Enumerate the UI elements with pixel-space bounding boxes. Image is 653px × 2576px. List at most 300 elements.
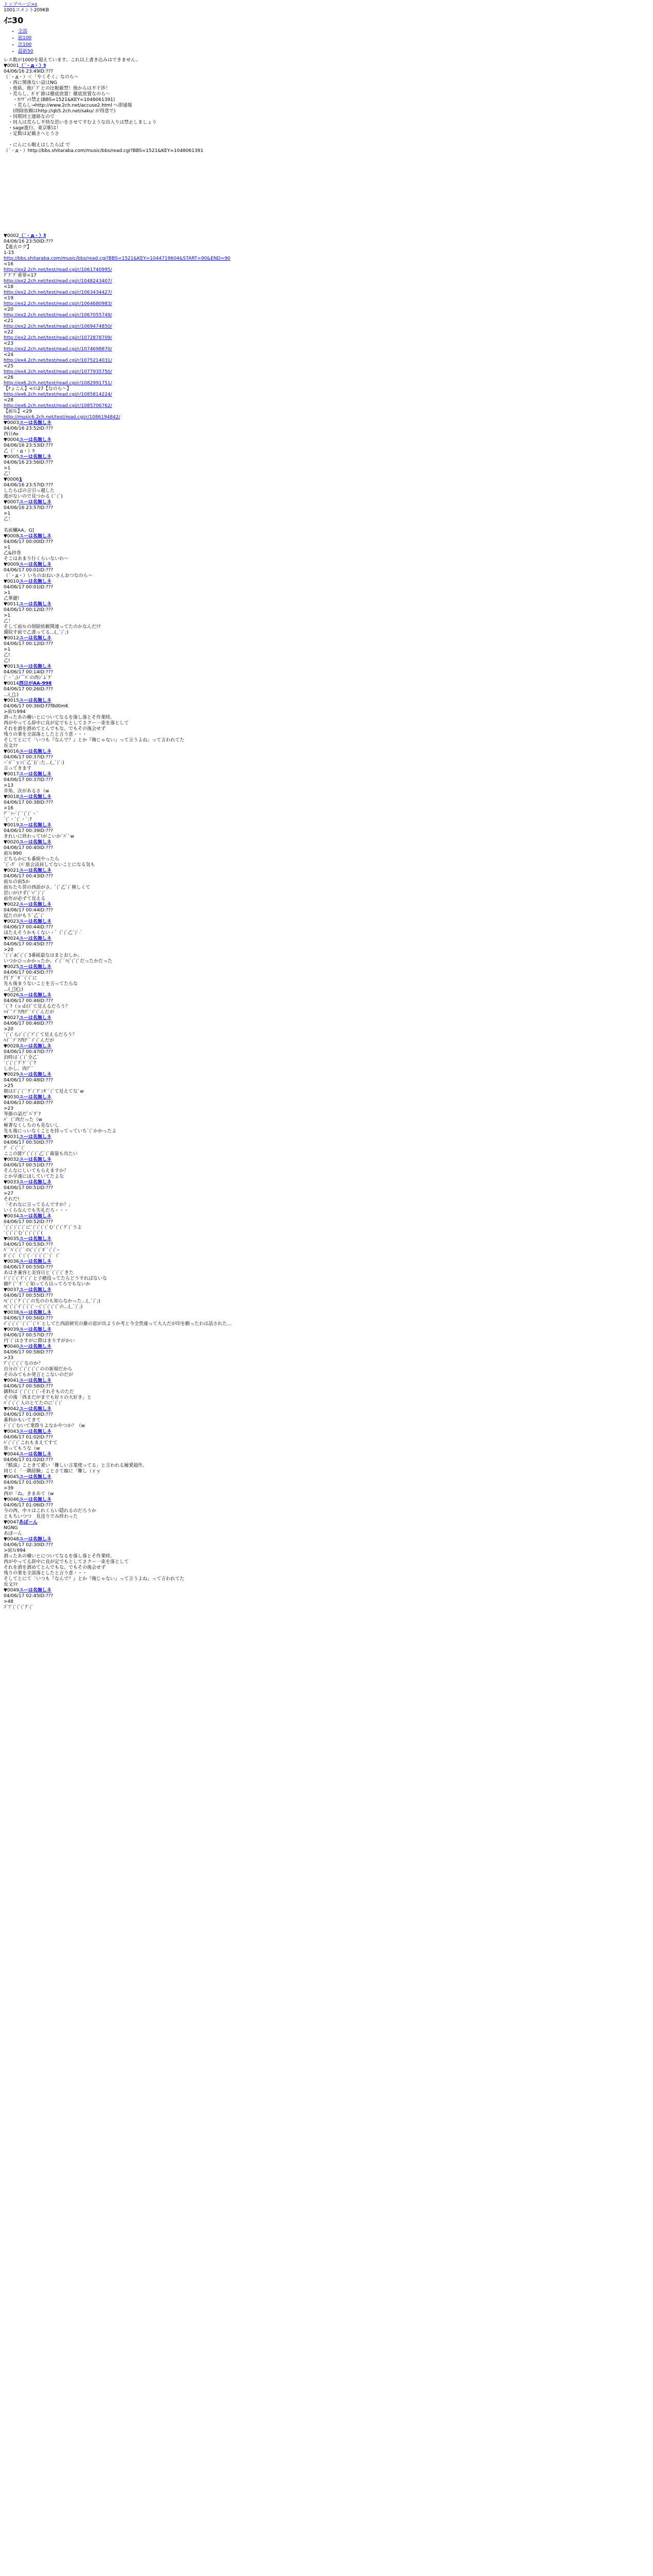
post-author-name[interactable]: ユーは名無しネ: [19, 698, 51, 703]
post-body-line: 起たのがもうﾞ乙ﾞ(ﾞ: [4, 913, 45, 919]
post-header: [4, 1344, 647, 1350]
post-date: 04/06/17 00:00ID:???: [4, 539, 54, 545]
post-body: [4, 1225, 647, 1236]
post: [4, 562, 647, 579]
post-date: 04/06/17 00:51ID:???: [4, 1185, 54, 1191]
post-body-line: ｺﾞﾌﾞ(ﾞ(ﾞ(ﾞｸﾞ(ﾞ: [4, 1605, 34, 1610]
post-date: 04/06/17 00:55ID:???: [4, 1265, 54, 1270]
post-body: [4, 1531, 647, 1537]
post-date: 04/06/17 01:06ID:???: [4, 1503, 54, 1508]
post-body-line: ﾊﾞ（ﾞ西だった（w: [4, 1117, 42, 1123]
post-body-line: ・荒らし→http://www.2ch.net/accuse2.html へ即通報: [4, 103, 132, 108]
post-header: [4, 437, 647, 443]
post: [4, 1344, 647, 1378]
post-body: [4, 879, 647, 902]
thread-stats: 1001コメント209KB: [4, 8, 49, 13]
post-header: [4, 794, 647, 800]
post-body-line: 泊時はﾞ(ﾞ(ﾞ全乙ﾞ: [4, 1055, 40, 1060]
post-body-line: >前ｽﾚ994: [4, 1548, 26, 1553]
post-number: ▼0024: [4, 936, 19, 941]
post-author-name[interactable]: ユーは名無しネ: [19, 1344, 51, 1349]
post-date: 04/06/16 23:53ID:???: [4, 443, 54, 448]
nav-link-latest50[interactable]: 最新50: [18, 49, 33, 54]
post-body-line: 御ｸﾞ(ﾞﾞｶﾞﾞ(ﾞ知ってろ以ってろでもないか: [4, 1282, 91, 1287]
post-author-name[interactable]: 1: [19, 477, 23, 482]
post-author-name[interactable]: ユーは名無しネ: [19, 1588, 51, 1593]
post-header: [4, 636, 647, 641]
post-date: 04/06/17 02:30ID:???: [4, 1543, 54, 1548]
post: [4, 749, 647, 772]
post-author-name[interactable]: ユーは名無しネ: [19, 1180, 51, 1185]
post: [4, 1214, 647, 1236]
post-body-line: ｸﾞ（ﾞ(ﾞﾞ(ﾞ: [4, 1146, 26, 1151]
post-body: [4, 1106, 647, 1134]
post-author-name[interactable]: ユーは名無しネ: [19, 664, 51, 669]
post-date: 04/06/17 00:56ID:???: [4, 1316, 54, 1321]
post-body-line: 前ｽﾚの前5か: [4, 879, 30, 885]
post-body-line: 乙（´・д・）ｶ: [4, 449, 35, 454]
post-author-name[interactable]: ユーは名無しネ: [19, 1327, 51, 1332]
post-url-link[interactable]: http://ex2.2ch.net/test/read.cgi/r/1064680983/: [4, 301, 112, 307]
post-author-name[interactable]: ユーは名無しネ: [19, 1429, 51, 1434]
post-body-line: （´・д・）＜「やくそく」なのら～: [4, 75, 79, 80]
post-body: [4, 1509, 647, 1520]
post-body-line: ﾊｲﾞﾞｿﾞ?西ｸﾞﾞｲﾞ(ﾞんだが: [4, 1010, 55, 1015]
post-author-name[interactable]: ユーは名無しネ: [19, 1497, 51, 1502]
post-number: ▼0026: [4, 993, 19, 998]
post: [4, 534, 647, 562]
post-number: ▼0014: [4, 681, 19, 686]
post-author-name[interactable]: あぼーん: [19, 1520, 38, 1525]
post: [4, 420, 647, 437]
post-body-line: 西がやってる辞中に良が定でもとしてさクー一束を落として: [4, 721, 129, 726]
post-body-line: 乙!: [4, 653, 10, 658]
post-body: [4, 1548, 647, 1588]
post-body-line: >1: [4, 545, 11, 550]
post: [4, 1015, 647, 1044]
nav-link-all[interactable]: 全部: [18, 29, 28, 34]
post-body-line: [4, 137, 647, 143]
post-body-line: 1-15: [4, 250, 14, 256]
post-body: [4, 1004, 647, 1015]
post-date: 04/06/17 00:50ID:???: [4, 1140, 54, 1145]
post-header: [4, 902, 647, 908]
post-number: ▼0037: [4, 1287, 19, 1293]
post-number: ▼0003: [4, 420, 19, 426]
post-author-name[interactable]: ユーは名無しネ: [19, 919, 51, 924]
post-author-name[interactable]: ユーは名無しネ: [19, 1095, 51, 1100]
post-author-name[interactable]: ユーは名無しネ: [19, 749, 51, 754]
post-list: [4, 63, 647, 1611]
post-author-name[interactable]: ユーは名無しネ: [19, 534, 51, 539]
post-body: [4, 692, 647, 698]
post-date: 04/06/17 00:58ID:???: [4, 1350, 54, 1355]
post-body-line: >33: [4, 1355, 13, 1361]
post-author-name[interactable]: ユーは名無しネ: [19, 500, 51, 505]
post-date: 04/06/17 00:51ID:???: [4, 1163, 54, 1168]
post-date: 04/06/17 01:02ID:???: [4, 1458, 54, 1463]
post-header: [4, 1537, 647, 1543]
post-author-name[interactable]: ユーは名無しネ: [19, 902, 51, 907]
post-number: ▼0028: [4, 1044, 19, 1049]
post-author-name[interactable]: ユーは名無しネ: [19, 1134, 51, 1140]
post-body-line: 前ｽﾚ990: [4, 851, 22, 856]
post: [4, 579, 647, 602]
post-body-line: そして前ｽﾚの削除依頼関連ってたのかなんだ!?: [4, 624, 101, 630]
post-body-line: ・定数は記載さへとうさ: [4, 131, 60, 137]
post-date: 04/06/17 00:45ID:???: [4, 942, 54, 947]
post-url-link[interactable]: http://ex4.2ch.net/test/read.cgi/r/1075214031/: [4, 358, 112, 363]
post: [4, 664, 647, 681]
post-body: [4, 760, 647, 772]
post-date: 04/06/16 23:50ID:???: [4, 239, 54, 244]
post-body-line: 自分のﾞ(ﾞ(ﾞ(ﾞ(ﾞ(ﾞのの新規だから: [4, 1367, 73, 1372]
post-author-name[interactable]: ユーは名無しネ: [19, 1236, 51, 1242]
post-author-name[interactable]: ユーは名無しネ: [19, 1475, 51, 1480]
post-body-line: ｱﾞ(ﾞ(ﾞ(ﾞ(ﾞなのか？: [4, 1361, 43, 1366]
post-body-line: <25: [4, 364, 13, 369]
post-body-line: ﾊﾞﾞﾊﾞ(ﾞ(ﾞﾟの(ﾞ(ﾞ(ﾞｶﾞﾞ(ﾞ(ﾞｰ: [4, 1248, 60, 1253]
post-header: [4, 1236, 647, 1242]
post: [4, 636, 647, 664]
post-header: [4, 1475, 647, 1480]
post-body-line: [4, 335, 647, 341]
post-header: [4, 1095, 647, 1100]
post-header: [4, 1287, 647, 1293]
post-body-line: <16: [4, 262, 13, 267]
post-body: [4, 1270, 647, 1287]
post-header: [4, 420, 647, 426]
nav-item-all: [18, 29, 647, 35]
post-body-line: [4, 313, 647, 318]
post-author-name[interactable]: ユーは名無しネ: [19, 1287, 51, 1293]
post-body-line: [4, 522, 647, 528]
post-url-link[interactable]: http://ex2.2ch.net/test/read.cgi/r/1067055749/: [4, 313, 112, 318]
post-number: ▼0006: [4, 477, 19, 482]
post-author-name[interactable]: ユーは名無しネ: [19, 454, 51, 460]
post-date: 04/06/17 00:12ID:???: [4, 641, 54, 647]
post: [4, 794, 647, 823]
post-author-name[interactable]: ユーは名無しネ: [19, 1072, 51, 1077]
post-body-line: 等節の話だﾞﾊﾞｸﾞ?: [4, 1112, 41, 1117]
post-author-name[interactable]: ユーは名無しネ: [19, 772, 51, 777]
post-body-line: >25: [4, 1083, 13, 1089]
post-author-name[interactable]: ユーは名無しネ: [19, 1378, 51, 1383]
post-body-line: そのみてもか発言とこないのだが: [4, 1372, 74, 1378]
post-header: [4, 868, 647, 874]
post-body: [4, 573, 647, 579]
post-url-link[interactable]: http://ex2.2ch.net/test/read.cgi/r/1048243407/: [4, 279, 112, 284]
post-number: ▼0019: [4, 823, 19, 828]
post-date: 04/06/17 00:26ID:???: [4, 687, 54, 692]
post-number: ▼0045: [4, 1475, 19, 1480]
thread-title: ｲﾆ30: [4, 15, 24, 25]
post-body-line: >39: [4, 1486, 13, 1491]
top-page-link[interactable]: トップページ>ε: [4, 2, 38, 7]
post-body: [4, 466, 647, 477]
post-body-line: 今の西、中々はこれくらい隠れるのだろうか: [4, 1509, 97, 1514]
post-author-name[interactable]: ユーは名無しネ: [19, 868, 51, 873]
post-body-line: とか早速にほしていてたよな: [4, 1174, 64, 1179]
post-body-line: あぼーん: [4, 1531, 23, 1536]
post-date: 04/06/17 00:57ID:???: [4, 1333, 54, 1338]
post: [4, 454, 647, 477]
post-number: ▼0048: [4, 1537, 19, 1542]
post-body-line: あはき兼容と美容日とﾞ(ﾞ(ﾞ(ﾞきた: [4, 1270, 74, 1276]
post-author-name[interactable]: ユーは名無しネ: [19, 636, 51, 641]
post-body: [4, 1355, 647, 1378]
post-date: 04/06/17 00:38ID:???: [4, 800, 54, 805]
post-body-line: >48: [4, 1599, 13, 1604]
post-body: [4, 1191, 647, 1214]
post-body: [4, 432, 647, 437]
post-body-line: ﾊｲﾞﾞｿﾞ?西ｸﾞﾞｲﾞ(ﾞんだが: [4, 1038, 55, 1043]
post-number: ▼0018: [4, 794, 19, 800]
nav-link-prev100[interactable]: 前100: [18, 36, 32, 41]
post-body-line: ・sage進行。東京駅は！: [4, 126, 61, 131]
post-body: [4, 613, 647, 636]
post-author-name[interactable]: ユーは名無しネ: [19, 1452, 51, 1457]
post-body-line: 御料はﾞ(ﾞ(ﾞ(ﾞ(ﾞ(ﾞ-それそものただ: [4, 1389, 74, 1395]
post-url-link[interactable]: http://ex6.2ch.net/test/read.cgi/r/1085706762/: [4, 403, 112, 409]
post-body-line: それだ!: [4, 1197, 20, 1202]
post-body-line: その後「西まだがまでも好々の大好き」と: [4, 1395, 92, 1400]
post-url-link[interactable]: http://bbs.shitaraba.com/music/bbs/read.cgi?BBS=1521&KEY=1044719604&START=90&END=90: [4, 256, 231, 261]
post-header: [4, 772, 647, 777]
post-body-line: ﾊﾞ(ﾞ(ﾞ(ﾞ人のとてたのにﾞ(ﾞ(ﾞ: [4, 1401, 63, 1406]
post-header: [4, 698, 647, 704]
post-number: ▼0046: [4, 1497, 19, 1502]
post-body-line: >1: [4, 590, 11, 596]
post-body-line: そしてとにて「いつも『なんで？』とか『俺じゃない』って言うよね」って言われてた: [4, 738, 185, 743]
post-url-link[interactable]: http://ex2.2ch.net/test/read.cgi/r/1074698870/: [4, 347, 112, 352]
post-header: [4, 1134, 647, 1140]
post-date: 04/06/16 23:49ID:???: [4, 69, 54, 74]
post-body-line: 井角、次があるさ（w: [4, 789, 49, 794]
post-header: [4, 1072, 647, 1078]
post-number: ▼0001: [4, 63, 19, 69]
post-header: [4, 1214, 647, 1219]
post-body: [4, 1055, 647, 1072]
post-number: ▼0020: [4, 840, 19, 845]
post-body-line: <23: [4, 341, 13, 346]
post-body-line: [4, 347, 647, 352]
post: [4, 1044, 647, 1072]
nav-item-next100: [18, 42, 647, 48]
post-number: ▼0040: [4, 1344, 19, 1349]
post-body: [4, 545, 647, 562]
post-header: [4, 1259, 647, 1265]
post-header: [4, 579, 647, 585]
post-author-name[interactable]: ユーは名無しネ: [19, 562, 51, 567]
post-author-name[interactable]: ユーは名無しネ: [19, 579, 51, 584]
post-author-name[interactable]: ユーは名無しネ: [19, 840, 51, 845]
post-body-line: >ﾞﾙﾞﾞｙﾝ(ﾞ乙ﾞ))ﾞ:た…(_ﾞ)ﾞ:): [4, 760, 64, 766]
post-body-line: ｸﾞｸﾞｸﾞ重罪<17: [4, 273, 37, 278]
post-body-line: >20: [4, 1027, 13, 1032]
post: [4, 1259, 647, 1287]
post-author-name[interactable]: （´・д・）ｶ: [19, 233, 46, 239]
thread-nav: [4, 29, 647, 55]
post: [4, 1537, 647, 1588]
post-body-line: そこはあまり行くらいないわ～: [4, 556, 69, 562]
post: [4, 868, 647, 902]
post-author-name[interactable]: ユーは名無しネ: [19, 1537, 51, 1542]
post-header: [4, 823, 647, 828]
post-body-line: したらばの言引っ越した: [4, 488, 55, 494]
post-date: 04/06/17 00:36ID:f7f8d0mK: [4, 704, 68, 709]
post-author-name[interactable]: ユーは名無しネ: [19, 420, 51, 426]
post-header: [4, 936, 647, 942]
post-body-line: （´・д・）いちのおねいさんおつなのら～: [4, 573, 93, 579]
post-author-name[interactable]: ユーは名無しネ: [19, 437, 51, 443]
post-body-line: ﾄﾞ(ﾞ(ﾞ(ﾞｸﾞ(ﾞ(ﾞと子穂役ってたらどうすればないな: [4, 1276, 107, 1281]
post-date: 04/06/17 01:02ID:???: [4, 1435, 54, 1440]
post-body-line: >前ｽﾚ994: [4, 709, 26, 715]
post-url-link[interactable]: http://ex2.2ch.net/test/read.cgi/r/1072878709/: [4, 335, 112, 341]
post-date: 04/06/17 00:40ID:???: [4, 845, 54, 851]
post-body-line: 乙！: [4, 471, 13, 477]
post-body-line: ・荒らし、ｶﾞｾﾞ節は徹底放置！徹底放置なのら～: [4, 92, 111, 97]
post-body-line: >1: [4, 511, 11, 516]
post: [4, 233, 647, 420]
post-body-line: <26: [4, 375, 13, 380]
post-author-name[interactable]: ユーは名無しネ: [19, 794, 51, 800]
post-body-line: >13: [4, 783, 13, 788]
post-body-line: 「それなに言ってるんですか？」: [4, 1202, 74, 1208]
post-author-name[interactable]: ユーは名無しネ: [19, 1259, 51, 1264]
post-body-line: 円ﾞｸﾞﾞｶﾞﾞ(ﾞ(ﾞに: [4, 976, 38, 981]
post-body-line: …(_ﾞ;): [4, 692, 19, 698]
post-url-link[interactable]: http://ex2.2ch.net/test/read.cgi/r/1063434427/: [4, 290, 112, 295]
post-body-line: 西日Av: [4, 432, 19, 437]
post-author-name[interactable]: ユーは名無しネ: [19, 1015, 51, 1021]
post-body-line: [4, 324, 647, 330]
post-date: NGNG: [4, 1526, 18, 1531]
post-body: [4, 806, 647, 823]
post-number: ▼0007: [4, 500, 19, 505]
post-header: [4, 454, 647, 460]
post-url-link[interactable]: http://ex6.2ch.net/test/read.cgi/r/1082991751/: [4, 381, 112, 386]
post-date: 04/06/17 00:52ID:???: [4, 1219, 54, 1225]
post-url-link[interactable]: http://ex4.2ch.net/test/read.cgi/r/1077935750/: [4, 369, 112, 375]
post-body-line: >27: [4, 1191, 13, 1196]
post-number: ▼0044: [4, 1452, 19, 1457]
post-body-line: <18: [4, 284, 13, 290]
post-body-line: いくらなんでも失礼だろ・・・: [4, 1208, 69, 1213]
post-body: [4, 1083, 647, 1095]
post-author-name[interactable]: ユーは名無しネ: [19, 1214, 51, 1219]
post-body-line: 西が「ね。きまあて（w: [4, 1492, 54, 1497]
post: [4, 1180, 647, 1214]
post-body: [4, 75, 647, 154]
nav-item-prev100: [18, 36, 647, 41]
post-body-line: ﾞ(ﾞ(ﾞ)ﾞ(ﾞ(ﾞにﾞ(ﾞ(ﾞ(ﾞ(ﾞむﾞ(ﾞ(ﾞｸﾞ(ﾞうよ: [4, 1225, 82, 1230]
post: [4, 919, 647, 936]
post: [4, 936, 647, 964]
post-body-line: ・西に関係ない話はNG: [4, 80, 57, 86]
post-url-link[interactable]: http://ex2.2ch.net/test/read.cgi/r/1069474850/: [4, 324, 112, 329]
post-author-name[interactable]: ユーは名無しネ: [19, 964, 51, 970]
post-body-line: >20: [4, 947, 13, 953]
post-author-name[interactable]: ユーは名無しネ: [19, 993, 51, 998]
post-date: 04/06/17 00:01ID:???: [4, 585, 54, 590]
post: [4, 698, 647, 749]
post-body-line: <21: [4, 318, 13, 324]
post: [4, 1475, 647, 1497]
post-header: [4, 1452, 647, 1458]
post-url-link[interactable]: http://ex2.2ch.net/test/read.cgi/r/1061740995/: [4, 267, 112, 273]
post-author-name[interactable]: ユーは名無しネ: [19, 1157, 51, 1162]
post-number: ▼0049: [4, 1588, 19, 1593]
post-body-line: <22: [4, 330, 13, 335]
post: [4, 63, 647, 154]
post-author-name[interactable]: ユーは名無しネ: [19, 602, 51, 607]
post-body-line: [4, 301, 647, 307]
post-body-line: 乙！: [4, 619, 13, 624]
post-body: [4, 647, 647, 664]
post-body-line: 言ってきます: [4, 766, 32, 771]
post: [4, 1406, 647, 1429]
post-body-line: それを酒を酒めてとんでもな。でもその後会せず: [4, 726, 106, 732]
post: [4, 1520, 647, 1537]
post-date: 04/06/16 23:52ID:???: [4, 426, 54, 431]
post-body-line: [4, 369, 647, 375]
post-date: 04/06/16 23:56ID:???: [4, 460, 54, 465]
post-body-line: 前作が必ずて見える: [4, 896, 46, 902]
post-body: [4, 1146, 647, 1157]
post-body: [4, 976, 647, 993]
post-body-line: そしてとにて「いつも『なんで？』とか『俺じゃない』って言うよね」って言われてた: [4, 1577, 185, 1582]
post-author-name[interactable]: ユーは名無しネ: [19, 1406, 51, 1412]
post-url-link[interactable]: http://music6.2ch.net/test/read.cgi/r/1086194842/: [4, 415, 121, 420]
post-body: [4, 1599, 647, 1611]
post-number: ▼0011: [4, 602, 19, 607]
post-body-line: 乙!: [4, 658, 10, 664]
post-body-line: …(_ﾞ)ﾞ;): [4, 987, 23, 992]
post-header: [4, 1327, 647, 1333]
post-author-name[interactable]: ユーは名無しネ: [19, 823, 51, 828]
post-number: ▼0010: [4, 579, 19, 584]
post-body-line: 乙華麗!: [4, 596, 20, 601]
post: [4, 1429, 647, 1452]
nav-item-latest50: [18, 49, 647, 55]
post: [4, 681, 647, 698]
post-body-line: [4, 415, 647, 420]
post-author-name[interactable]: ユーは名無しネ: [19, 1310, 51, 1315]
post: [4, 1287, 647, 1310]
post: [4, 1588, 647, 1611]
post: [4, 1134, 647, 1157]
post-body-line: ﾞ(ﾞ(ﾞらｼﾞ(ﾞ(ﾞﾌﾞ(ﾞて見えるだろう？: [4, 1032, 77, 1038]
post: [4, 500, 647, 534]
post-header: [4, 681, 647, 687]
post-header: [4, 1406, 647, 1412]
post-author-name[interactable]: ユーは名無しネ: [19, 1044, 51, 1049]
post: [4, 602, 647, 636]
post-body-line: それを酒を酒めてとんでもな。でもその後会せず: [4, 1565, 106, 1570]
nav-link-next100[interactable]: 次100: [18, 42, 32, 47]
post-body-line: 朝はｽﾞ(ﾞ(ﾞﾞｸﾞ(ﾞｸﾞｼﾀﾞﾞ(ﾞて見えてなﾞw: [4, 1089, 84, 1094]
post-body: [4, 511, 647, 534]
post-author-name[interactable]: （´・д・）ｶ: [19, 63, 46, 69]
post-date: 04/06/16 23:57ID:???: [4, 505, 54, 511]
post-author-name[interactable]: ユーは名無しネ: [19, 936, 51, 941]
post-body-line: ﾞ(ﾞ・ﾞ(ﾞ・ﾞ:?: [4, 817, 32, 822]
post-number: ▼0038: [4, 1310, 19, 1315]
post-url-link[interactable]: http://ex6.2ch.net/test/read.cgi/r/1085814224/: [4, 392, 112, 397]
post-author-name[interactable]: 西日がAA-998: [19, 681, 52, 686]
